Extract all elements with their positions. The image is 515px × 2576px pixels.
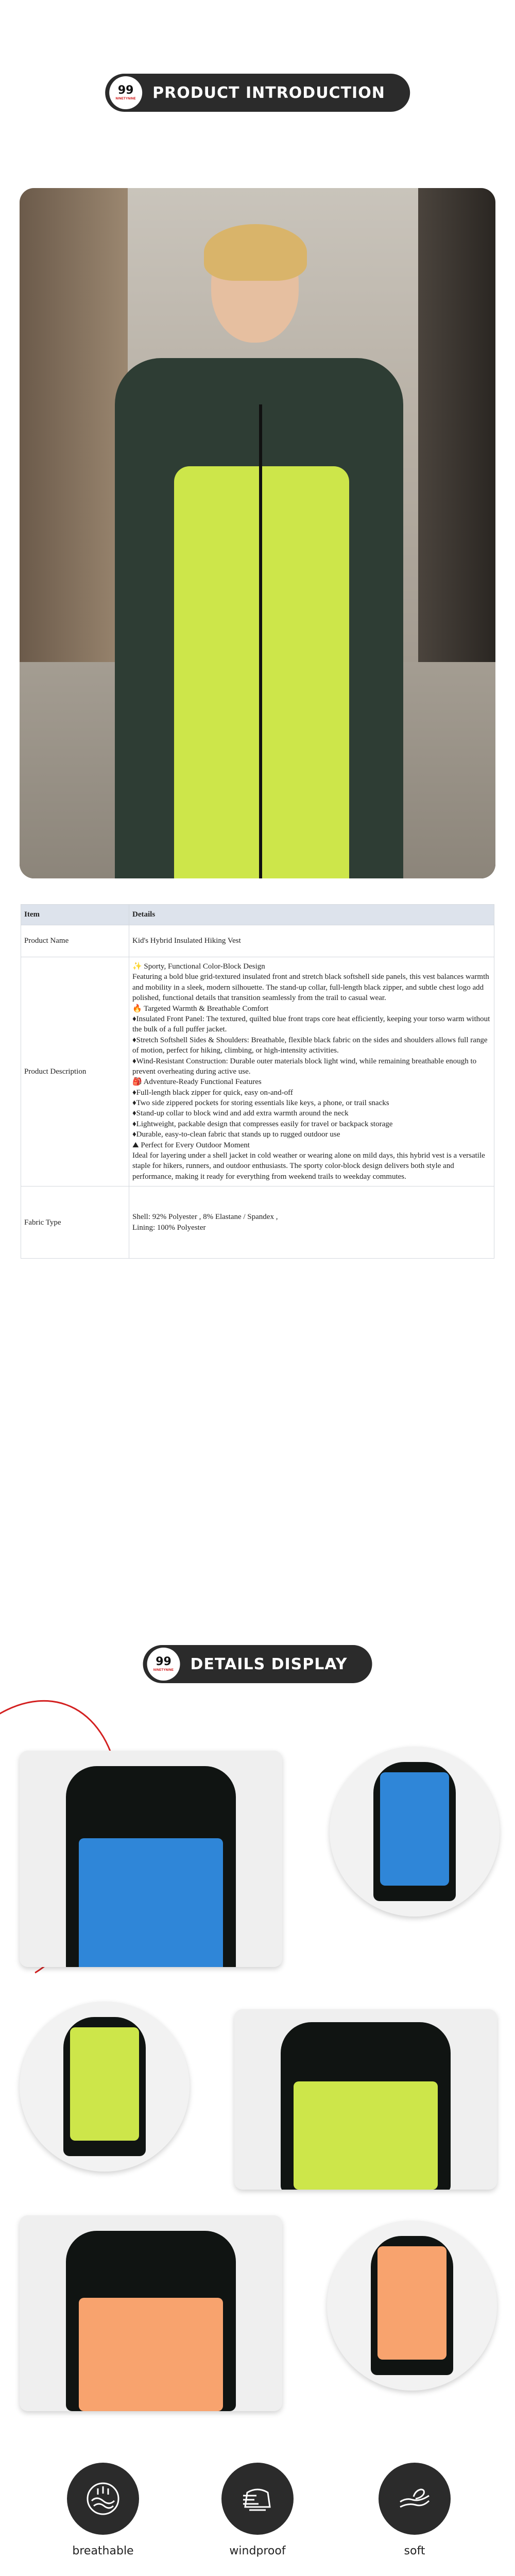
table-cell-label: Fabric Type [21, 1187, 129, 1259]
section-header-details [143, 1645, 372, 1683]
hero-product-photo [20, 188, 495, 878]
detail-photo-orange-vest-front [20, 2215, 282, 2411]
product-spec-table [21, 904, 494, 1259]
detail-photo-lime-vest-back [20, 2002, 190, 2172]
description-line: ♦Wind-Resistant Construction: Durable outer materials block light wind, while remaining breathable enough to prevent overheating during active use. [132, 1057, 477, 1076]
vest-back-panel-orange [377, 2246, 447, 2360]
detail-photo-blue-vest-back [330, 1747, 500, 1917]
description-line: ♦Lightweight, packable design that compresses easily for travel or backpack storage [132, 1120, 393, 1128]
description-line: ♦Stand-up collar to block wind and add extra warmth around the neck [132, 1109, 349, 1118]
soft-icon [379, 2463, 451, 2535]
table-row-description [21, 957, 494, 1187]
vest-front-panel-blue [79, 1838, 223, 1967]
feature-label: soft [404, 2545, 425, 2557]
vest-back-panel-blue [380, 1772, 449, 1886]
detail-photo-lime-vest-front [234, 2009, 497, 2190]
description-line: ♦Durable, easy-to-clean fabric that stands up to rugged outdoor use [132, 1130, 340, 1139]
table-cell-fabric [129, 1187, 494, 1259]
section-title-details: DETAILS DISPLAY [190, 1655, 348, 1673]
detail-photo-orange-vest-back [327, 2221, 497, 2391]
table-cell-value: Kid's Hybrid Insulated Hiking Vest [129, 925, 494, 957]
brand-logo [109, 76, 142, 109]
brand-logo-text: NINETYNINE [153, 1669, 174, 1672]
table-row-product-name [21, 925, 494, 957]
brand-logo-number: 99 [117, 84, 134, 97]
description-line: ♦Full-length black zipper for quick, easy on-and-off [132, 1088, 293, 1097]
brand-logo-number: 99 [156, 1655, 171, 1668]
photo-child-hair [204, 224, 307, 281]
section-header-intro [105, 74, 410, 112]
table-header-details: Details [129, 905, 494, 925]
description-line: ♦Insulated Front Panel: The textured, quilted blue front traps core heat efficiently, keeping your torso warm without the bulk of a full puffer jacket. [132, 1014, 490, 1034]
feature-breathable [39, 2463, 167, 2559]
description-line: ⛰ Perfect for Every Outdoor Moment [132, 1141, 250, 1149]
description-line: 🎒 Adventure-Ready Functional Features [132, 1078, 262, 1087]
description-line: Featuring a bold blue grid-textured insulated front and stretch black softshell side panels, this vest balances warmth and mobility in a sleek, modern silhouette. The stand-up collar, full-length black zipper, and subtle chest logo add polished, functional details that transition seamlessly from the trail to casual wear. [132, 973, 489, 1003]
feature-soft [350, 2463, 479, 2559]
table-cell-description [129, 957, 494, 1187]
description-line: ♦Two side zippered pockets for storing essentials like keys, a phone, or trail snacks [132, 1099, 389, 1108]
fabric-line: Lining: 100% Polyester [132, 1223, 206, 1232]
breathable-icon [67, 2463, 139, 2535]
windproof-icon [221, 2463, 294, 2535]
description-line: ♦Stretch Softshell Sides & Shoulders: Breathable, flexible black fabric on the sides and shoulders allows full range of motion, perfect for hiking, climbing, or high-intensity activities. [132, 1036, 488, 1055]
table-cell-label: Product Description [21, 957, 129, 1187]
table-cell-label: Product Name [21, 925, 129, 957]
description-line: 🔥 Targeted Warmth & Breathable Comfort [132, 1004, 269, 1013]
description-line: Ideal for layering under a shell jacket in cold weather or wearing alone on mild days, this hybrid vest is a versatile staple for hikers, runners, and outdoor enthusiasts. The sporty color-block design delivers both style and performance, making it ready for everything from weekend trails to weekday commutes. [132, 1151, 485, 1181]
feature-label: windproof [229, 2545, 286, 2557]
table-header-row [21, 905, 494, 925]
vest-back-panel-lime [70, 2027, 139, 2141]
fabric-line: Shell: 92% Polyester , 8% Elastane / Spandex , [132, 1213, 278, 1222]
description-line: ✨ Sporty, Functional Color-Block Design [132, 962, 265, 971]
section-title-intro: PRODUCT INTRODUCTION [152, 83, 385, 102]
photo-vest-zipper [259, 404, 262, 878]
detail-photo-blue-vest-front [20, 1751, 282, 1967]
feature-windproof [193, 2463, 322, 2559]
brand-logo [147, 1648, 180, 1681]
brand-logo-text: NINETYNINE [115, 97, 136, 100]
table-header-item: Item [21, 905, 129, 925]
vest-front-panel-lime [294, 2081, 438, 2190]
feature-label: breathable [72, 2545, 134, 2557]
table-row-fabric [21, 1187, 494, 1259]
vest-front-panel-orange [79, 2298, 223, 2411]
